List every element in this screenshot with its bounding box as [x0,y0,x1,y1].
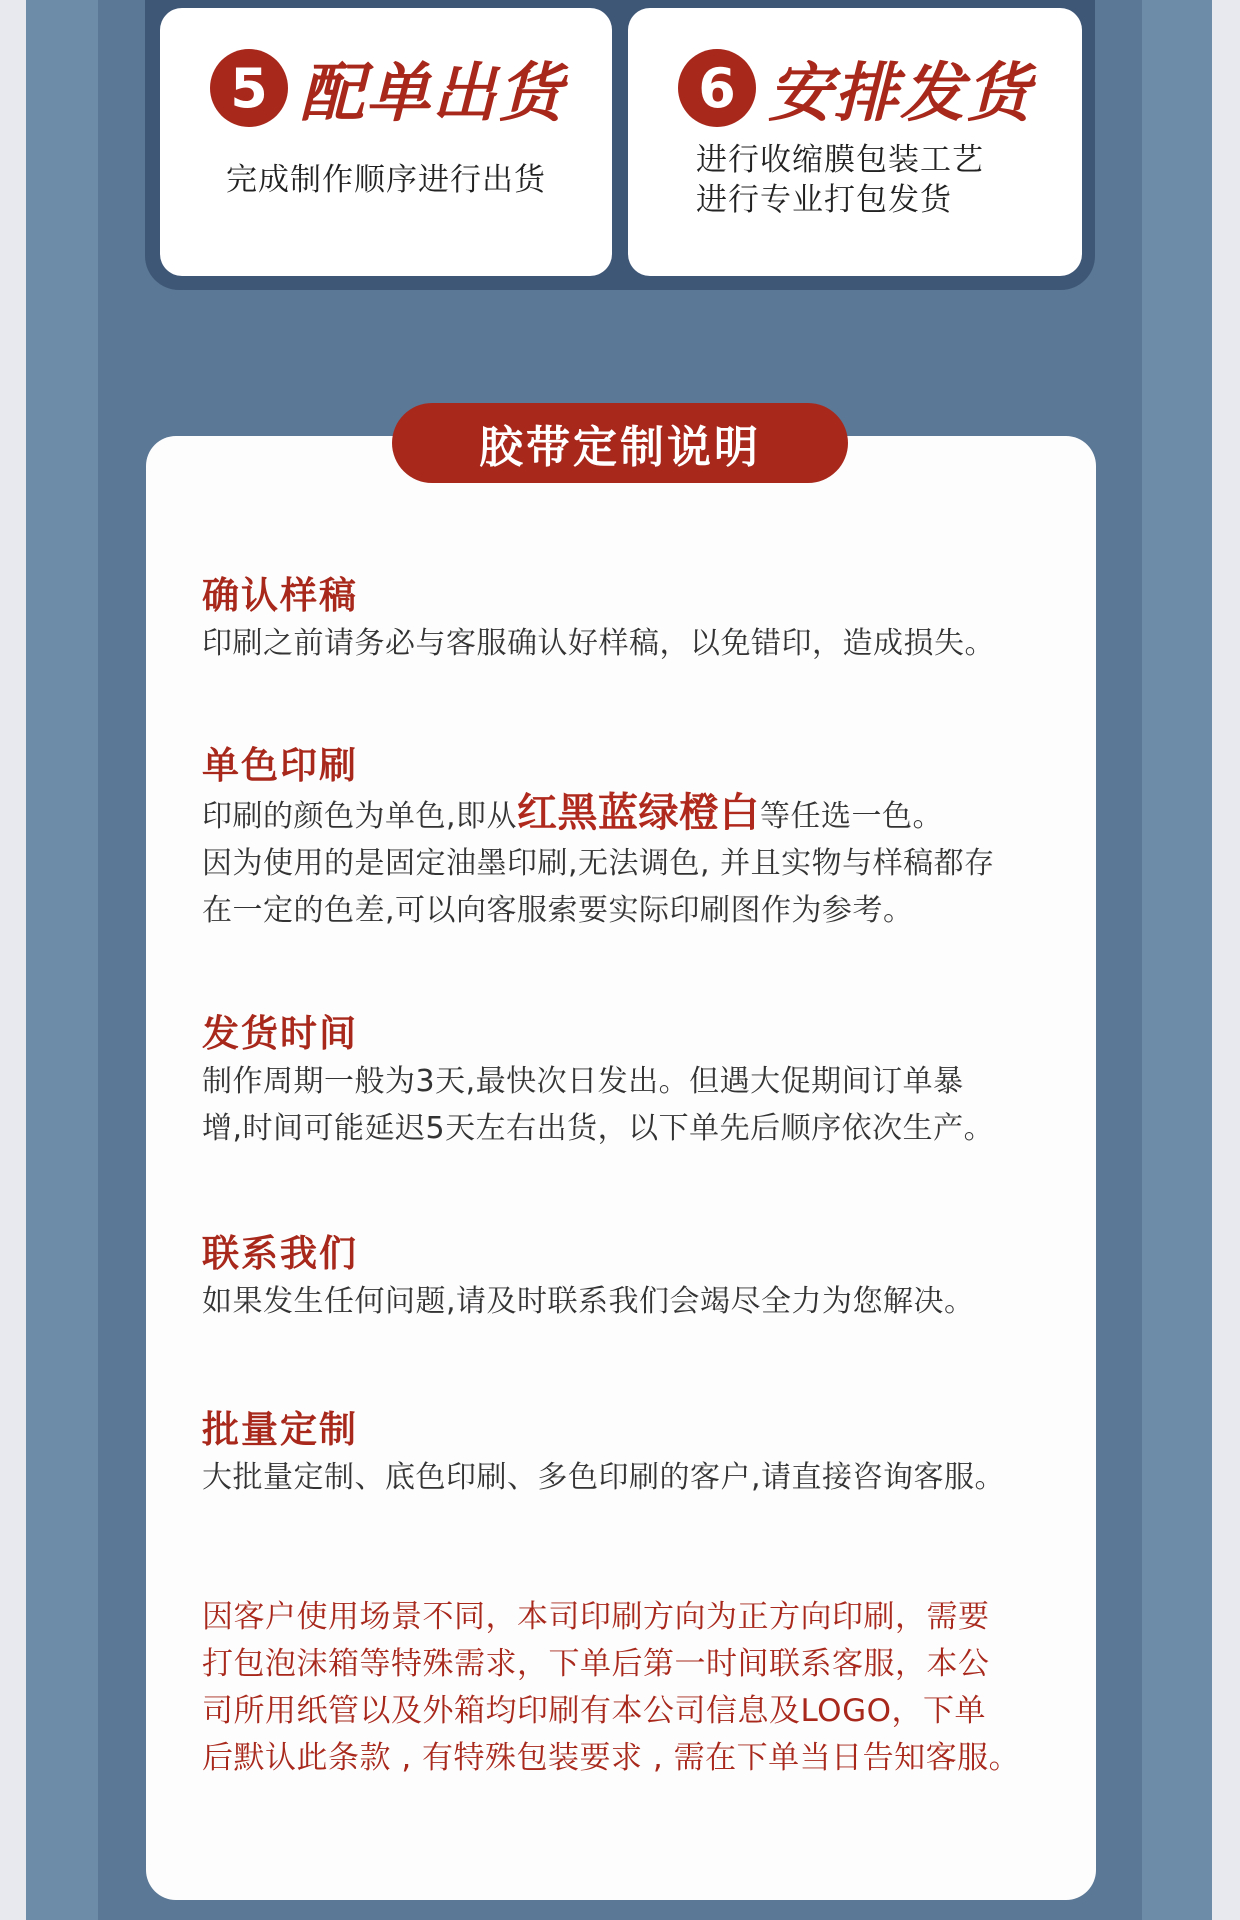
section-body-line: 制作周期一般为3天,最快次日发出。但遇大促期间订单暴 [202,1064,964,1099]
section-body-line: 因为使用的是固定油墨印刷,无法调色, 并且实物与样稿都存 [202,846,995,881]
right-band [1142,0,1212,1920]
step-desc-line: 进行收缩膜包装工艺 [696,142,984,178]
section-body: 印刷之前请务必与客服确认好样稿，以免错印，造成损失。 [202,626,995,661]
section-title: 确认样稿 [202,574,358,617]
color-options-highlight: 红黑蓝绿橙白 [517,790,761,836]
left-band [26,0,98,1920]
right-margin [1212,0,1240,1920]
section-body-line: 在一定的色差,可以向客服索要实际印刷图作为参考。 [202,893,914,928]
step-title: 安排发货 [768,57,1032,131]
section-delivery-time [202,1010,994,1152]
text-segment: 等任选一色。 [760,799,944,834]
notice-line: 司所用纸管以及外箱均印刷有本公司信息及LOGO，下单 [202,1693,986,1729]
section-body-line: 增,时间可能延迟5天左右出货，以下单先后顺序依次生产。 [202,1111,995,1146]
step-desc-line: 完成制作顺序进行出货 [226,162,546,198]
step-desc-line: 进行专业打包发货 [696,182,952,218]
section-contact-us [202,1230,975,1325]
step-6-heading [678,42,1032,134]
notice-line: 打包泡沫箱等特殊需求，下单后第一时间联系客服，本公 [202,1646,990,1682]
step-card-5 [160,8,612,276]
section-bulk-custom [202,1406,1005,1501]
step-number-badge: 5 [210,49,288,127]
step-description [696,140,984,220]
section-title: 单色印刷 [202,744,358,787]
section-header-pill: 胶带定制说明 [392,403,848,483]
step-5-heading [210,42,564,134]
step-number-badge: 6 [678,49,756,127]
section-confirm-proof [202,572,995,667]
terms-notice [202,1594,1052,1782]
step-card-6 [628,8,1082,276]
step-description [226,160,546,200]
section-title: 批量定制 [202,1408,358,1451]
section-body: 如果发生任何问题,请及时联系我们会竭尽全力为您解决。 [202,1284,975,1319]
section-single-color [202,742,995,934]
section-title: 联系我们 [202,1232,358,1275]
section-body-line [202,790,995,840]
notice-line: 后默认此条款 , 有特殊包装要求 , 需在下单当日告知客服。 [202,1740,1021,1776]
section-body: 大批量定制、底色印刷、多色印刷的客户,请直接咨询客服。 [202,1460,1006,1495]
notice-line: 因客户使用场景不同，本司印刷方向为正方向印刷，需要 [202,1599,990,1635]
section-title: 发货时间 [202,1012,358,1055]
text-segment: 印刷的颜色为单色,即从 [202,799,518,834]
step-title: 配单出货 [300,57,564,131]
left-margin [0,0,26,1920]
